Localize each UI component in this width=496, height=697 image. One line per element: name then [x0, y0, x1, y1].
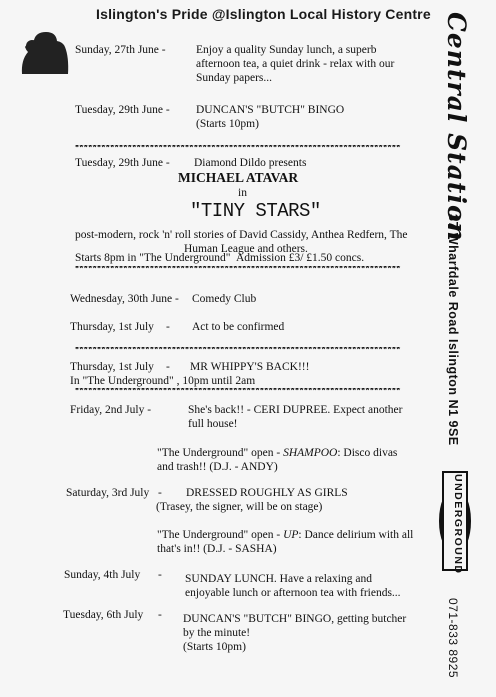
event-detail: that's in!! (D.J. - SASHA): [157, 543, 277, 555]
event-date: Thursday, 1st July: [70, 361, 154, 373]
event-detail: (Trasey, the signer, will be on stage): [156, 501, 323, 513]
event-title: She's back!! - CERI DUPREE. Expect another: [188, 404, 403, 416]
event-time: Starts 8pm in "The Underground": [75, 252, 231, 264]
event-detail: and trash!! (D.J. - ANDY): [157, 461, 278, 473]
event-detail: (Starts 10pm): [196, 118, 259, 130]
event-presenter: Diamond Dildo presents: [194, 157, 307, 169]
event-dash: -: [158, 487, 162, 499]
underground-label: "The Underground" open -: [157, 529, 284, 541]
event-date: Thursday, 1st July: [70, 321, 154, 333]
night-description: : Dance delirium with all: [298, 529, 414, 541]
event-artist: MICHAEL ATAVAR: [178, 170, 299, 185]
event-title: DUNCAN'S "BUTCH" BINGO, getting butcher: [183, 613, 407, 625]
event-date: Wednesday, 30th June -: [70, 293, 179, 305]
venue-phone: 071-833 8925: [446, 598, 460, 679]
underground-night: [157, 446, 397, 460]
night-name: UP: [283, 529, 299, 541]
event-dash: -: [166, 361, 170, 373]
separator: **************************************************************************: [74, 266, 400, 276]
event-date: Saturday, 3rd July: [66, 487, 150, 499]
event-title: SUNDAY LUNCH. Have a relaxing and: [185, 573, 372, 585]
event-title: DRESSED ROUGHLY AS GIRLS: [186, 487, 348, 499]
event-detail: In "The Underground" , 10pm until 2am: [70, 375, 256, 387]
event-dash: -: [158, 569, 162, 581]
event-title: DUNCAN'S "BUTCH" BINGO: [196, 104, 345, 116]
archive-banner: Islington's Pride @Islington Local History Centre: [96, 6, 431, 22]
separator: **************************************************************************: [74, 347, 400, 357]
event-description: post-modern, rock 'n' roll stories of David Cassidy, Anthea Redfern, The: [75, 229, 408, 241]
event-dash: -: [158, 609, 162, 621]
separator: **************************************************************************: [74, 145, 400, 155]
event-detail: afternoon tea, a quiet drink - relax with our: [196, 58, 395, 70]
event-date: Tuesday, 29th June -: [75, 157, 170, 169]
event-detail: enjoyable lunch or afternoon tea with friends...: [185, 587, 401, 599]
venue-address: 37 Wharfdale Road Islington N1 9SE: [446, 214, 460, 446]
event-description: Human League and others.: [184, 243, 308, 255]
event-detail: (Starts 10pm): [183, 641, 246, 653]
underground-night: [157, 528, 413, 542]
event-date: Friday, 2nd July -: [70, 404, 152, 416]
event-detail: full house!: [188, 418, 238, 430]
event-in: in: [238, 187, 247, 199]
event-detail: by the minute!: [183, 627, 251, 639]
event-detail: Sunday papers...: [196, 72, 273, 84]
show-title: "TINY STARS": [190, 200, 321, 222]
event-date: Tuesday, 6th July: [63, 609, 144, 621]
event-title: Act to be confirmed: [192, 321, 285, 333]
event-date: Tuesday, 29th June -: [75, 104, 170, 116]
separator: **************************************************************************: [74, 388, 400, 398]
event-title: MR WHIPPY'S BACK!!!: [190, 361, 310, 373]
underground-label: UNDERGROUND: [452, 474, 464, 575]
event-date: Sunday, 27th June -: [75, 44, 166, 56]
event-date: Sunday, 4th July: [64, 569, 141, 581]
underground-label: "The Underground" open -: [157, 447, 284, 459]
night-name: SHAMPOO: [283, 447, 338, 459]
event-detail: Enjoy a quality Sunday lunch, a superb: [196, 44, 377, 56]
night-description: : Disco divas: [337, 447, 398, 459]
boxer-silhouette-icon: [20, 30, 72, 74]
event-dash: -: [166, 321, 170, 333]
event-admission: Admission £3/ £1.50 concs.: [236, 252, 365, 264]
venue-name: Central Station: [442, 12, 471, 242]
event-title: Comedy Club: [192, 293, 257, 305]
